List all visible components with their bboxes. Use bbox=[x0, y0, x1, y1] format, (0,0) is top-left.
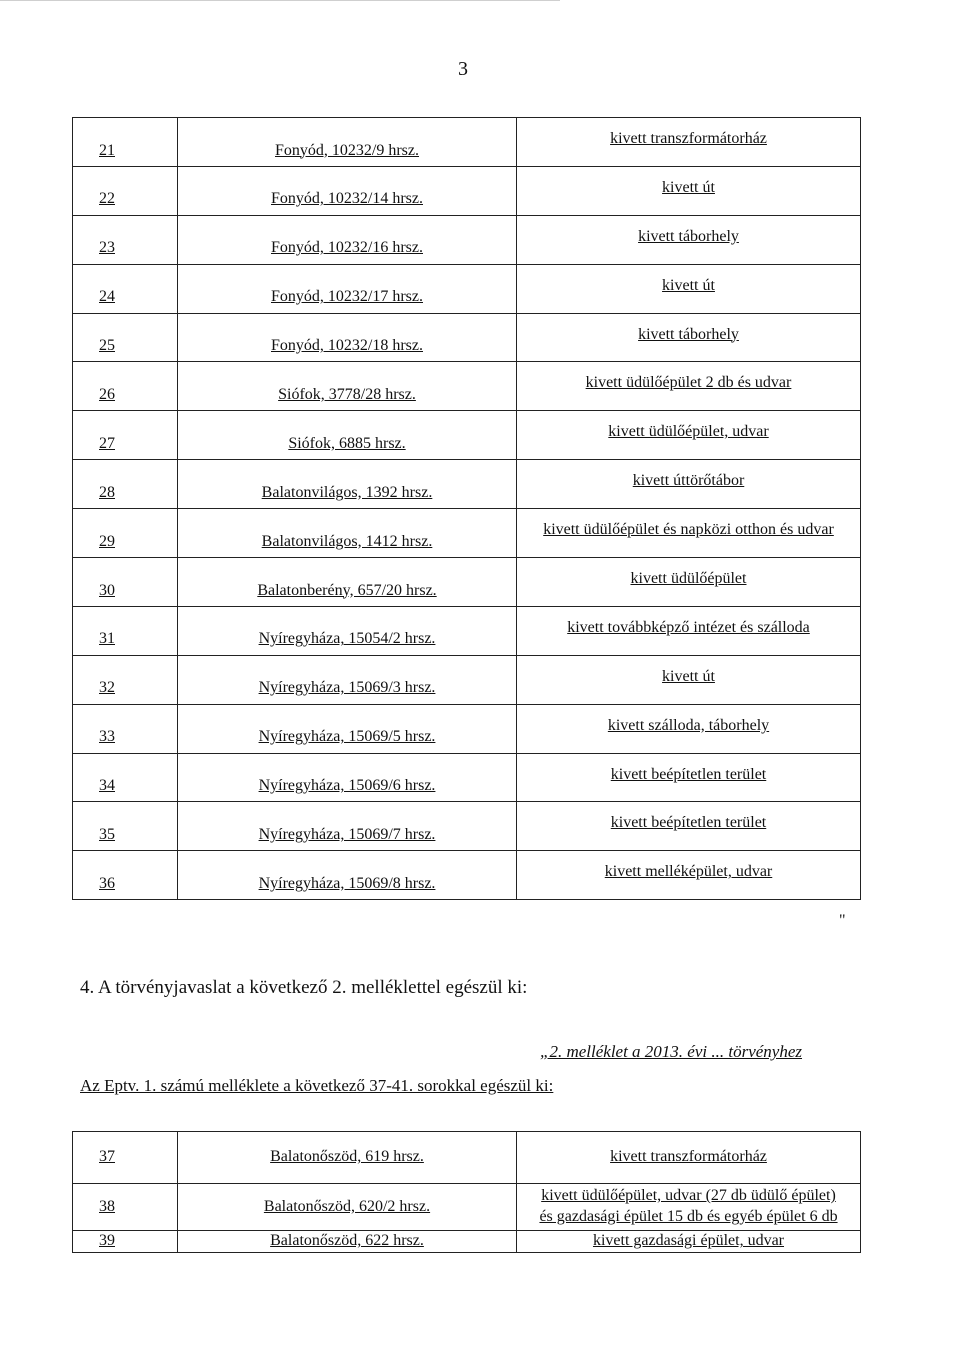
row-number: 28 bbox=[99, 483, 115, 501]
table-row bbox=[73, 313, 861, 362]
use-cell bbox=[517, 558, 861, 607]
use-cell bbox=[517, 802, 861, 851]
use-cell bbox=[517, 362, 861, 411]
row-number-cell bbox=[73, 704, 178, 753]
use-text: kivett úttörőtábor bbox=[632, 472, 745, 490]
top-rule bbox=[0, 0, 560, 1]
use-text-line-2: és gazdasági épület 15 db és egyéb épület 6 db bbox=[539, 1208, 838, 1225]
table-row bbox=[73, 1184, 861, 1231]
location-cell bbox=[178, 313, 517, 362]
location-cell bbox=[178, 215, 517, 264]
row-number-cell bbox=[73, 753, 178, 802]
use-cell bbox=[517, 411, 861, 460]
row-number: 35 bbox=[99, 825, 115, 843]
location-cell bbox=[178, 118, 517, 167]
location-text: Balatonőszöd, 622 hrsz. bbox=[270, 1232, 424, 1250]
location-cell bbox=[178, 411, 517, 460]
table-row bbox=[73, 1231, 861, 1253]
row-number-cell bbox=[73, 1132, 178, 1184]
location-text: Balatonőszöd, 620/2 hrsz. bbox=[263, 1197, 431, 1215]
use-text: kivett transzformátorház bbox=[610, 130, 767, 147]
location-text: Siófok, 6885 hrsz. bbox=[288, 434, 406, 452]
use-cell bbox=[517, 166, 861, 215]
use-text: kivett beépítetlen terület bbox=[610, 765, 767, 783]
location-text: Nyíregyháza, 15069/5 hrsz. bbox=[258, 728, 436, 746]
row-number: 26 bbox=[99, 385, 115, 403]
row-number: 37 bbox=[99, 1148, 115, 1166]
location-cell bbox=[178, 1184, 517, 1231]
table-row bbox=[73, 215, 861, 264]
row-number-cell bbox=[73, 558, 178, 607]
row-number-cell bbox=[73, 655, 178, 704]
row-number-cell bbox=[73, 1231, 178, 1253]
use-cell bbox=[517, 704, 861, 753]
location-text: Fonyód, 10232/18 hrsz. bbox=[271, 337, 423, 355]
table-row bbox=[73, 655, 861, 704]
property-table-1 bbox=[72, 117, 861, 900]
use-cell bbox=[517, 606, 861, 655]
row-number-cell bbox=[73, 264, 178, 313]
location-cell bbox=[178, 851, 517, 900]
use-text: kivett szálloda, táborhely bbox=[607, 716, 770, 734]
location-cell bbox=[178, 1231, 517, 1253]
table-row bbox=[73, 606, 861, 655]
row-number: 24 bbox=[99, 288, 115, 306]
use-text: kivett út bbox=[662, 667, 715, 685]
table-row bbox=[73, 1132, 861, 1184]
row-number: 27 bbox=[99, 434, 115, 452]
use-text: kivett út bbox=[662, 276, 715, 294]
row-number: 22 bbox=[99, 190, 115, 208]
page-number: 3 bbox=[458, 58, 468, 80]
location-cell bbox=[178, 362, 517, 411]
table-row bbox=[73, 802, 861, 851]
use-cell bbox=[517, 118, 861, 167]
location-cell bbox=[178, 509, 517, 558]
use-cell bbox=[517, 1184, 861, 1231]
use-cell bbox=[517, 509, 861, 558]
table-row bbox=[73, 753, 861, 802]
location-cell bbox=[178, 1132, 517, 1184]
location-text: Fonyód, 10232/9 hrsz. bbox=[275, 141, 419, 159]
property-table-2 bbox=[72, 1131, 861, 1253]
row-number-cell bbox=[73, 215, 178, 264]
location-text: Balatonberény, 657/20 hrsz. bbox=[257, 581, 437, 599]
table-row bbox=[73, 264, 861, 313]
location-text: Siófok, 3778/28 hrsz. bbox=[278, 385, 416, 403]
row-number-cell bbox=[73, 362, 178, 411]
location-text: Balatonőszöd, 619 hrsz. bbox=[270, 1148, 424, 1166]
table-row bbox=[73, 362, 861, 411]
use-cell bbox=[517, 215, 861, 264]
use-text: kivett üdülőépület, udvar bbox=[608, 423, 769, 441]
row-number: 36 bbox=[99, 874, 115, 892]
location-text: Nyíregyháza, 15069/8 hrsz. bbox=[258, 874, 436, 892]
location-text: Nyíregyháza, 15069/7 hrsz. bbox=[258, 825, 436, 843]
use-text: kivett gazdasági épület, udvar bbox=[592, 1232, 785, 1250]
location-cell bbox=[178, 558, 517, 607]
table-row bbox=[73, 509, 861, 558]
location-cell bbox=[178, 460, 517, 509]
use-text: kivett melléképület, udvar bbox=[604, 863, 773, 881]
use-cell bbox=[517, 753, 861, 802]
location-cell bbox=[178, 606, 517, 655]
row-number-cell bbox=[73, 851, 178, 900]
row-number-cell bbox=[73, 313, 178, 362]
use-text-line-1: kivett üdülőépület, udvar (27 db üdülő épület) bbox=[541, 1187, 836, 1205]
use-text: kivett transzformátorház bbox=[610, 1148, 767, 1166]
location-cell bbox=[178, 166, 517, 215]
location-cell bbox=[178, 655, 517, 704]
use-text: kivett üdülőépület 2 db és udvar bbox=[585, 374, 792, 392]
table-row bbox=[73, 118, 861, 167]
annex-intro: Az Eptv. 1. számú melléklete a következő 37-41. sorokkal egészül ki: bbox=[80, 1076, 554, 1095]
use-cell bbox=[517, 460, 861, 509]
row-number-cell bbox=[73, 509, 178, 558]
location-cell bbox=[178, 264, 517, 313]
row-number-cell bbox=[73, 166, 178, 215]
use-cell bbox=[517, 264, 861, 313]
row-number: 34 bbox=[99, 777, 115, 795]
row-number: 32 bbox=[99, 679, 115, 697]
use-text: kivett táborhely bbox=[638, 227, 739, 245]
location-text: Fonyód, 10232/16 hrsz. bbox=[271, 239, 423, 257]
location-text: Nyíregyháza, 15054/2 hrsz. bbox=[258, 630, 436, 648]
row-number: 33 bbox=[99, 728, 115, 746]
table-row bbox=[73, 411, 861, 460]
table-row bbox=[73, 558, 861, 607]
use-text: kivett út bbox=[662, 178, 715, 196]
row-number: 23 bbox=[99, 239, 115, 257]
row-number: 39 bbox=[99, 1232, 115, 1250]
use-text: kivett továbbképző intézet és szálloda bbox=[567, 618, 810, 636]
use-cell bbox=[517, 313, 861, 362]
location-cell bbox=[178, 704, 517, 753]
location-text: Nyíregyháza, 15069/3 hrsz. bbox=[258, 679, 436, 697]
row-number-cell bbox=[73, 606, 178, 655]
row-number: 31 bbox=[99, 630, 115, 648]
location-text: Balatonvilágos, 1392 hrsz. bbox=[261, 483, 433, 501]
location-text: Nyíregyháza, 15069/6 hrsz. bbox=[258, 777, 436, 795]
location-text: Balatonvilágos, 1412 hrsz. bbox=[261, 532, 433, 550]
use-cell bbox=[517, 1132, 861, 1184]
row-number-cell bbox=[73, 1184, 178, 1231]
row-number-cell bbox=[73, 802, 178, 851]
use-cell bbox=[517, 851, 861, 900]
row-number: 29 bbox=[99, 532, 115, 550]
use-text: kivett üdülőépület és napközi otthon és udvar bbox=[543, 521, 834, 539]
use-text: kivett beépítetlen terület bbox=[610, 814, 767, 832]
use-cell bbox=[517, 655, 861, 704]
use-text: kivett táborhely bbox=[638, 325, 739, 343]
location-cell bbox=[178, 753, 517, 802]
annex-title: „2. melléklet a 2013. évi ... törvényhez bbox=[540, 1042, 803, 1061]
row-number-cell bbox=[73, 411, 178, 460]
use-cell bbox=[517, 1231, 861, 1253]
row-number: 25 bbox=[99, 337, 115, 355]
table-row bbox=[73, 166, 861, 215]
table-row bbox=[73, 460, 861, 509]
table-row bbox=[73, 851, 861, 900]
location-cell bbox=[178, 802, 517, 851]
use-text: kivett üdülőépület bbox=[630, 570, 747, 588]
closing-quote: " bbox=[839, 912, 846, 929]
row-number-cell bbox=[73, 118, 178, 167]
location-text: Fonyód, 10232/17 hrsz. bbox=[271, 288, 423, 306]
amendment-instruction: 4. A törvényjavaslat a következő 2. melléklettel egészül ki: bbox=[80, 977, 528, 998]
row-number: 21 bbox=[99, 141, 115, 159]
row-number: 30 bbox=[99, 581, 115, 599]
table-row bbox=[73, 704, 861, 753]
location-text: Fonyód, 10232/14 hrsz. bbox=[271, 190, 423, 208]
row-number-cell bbox=[73, 460, 178, 509]
row-number: 38 bbox=[99, 1197, 115, 1215]
